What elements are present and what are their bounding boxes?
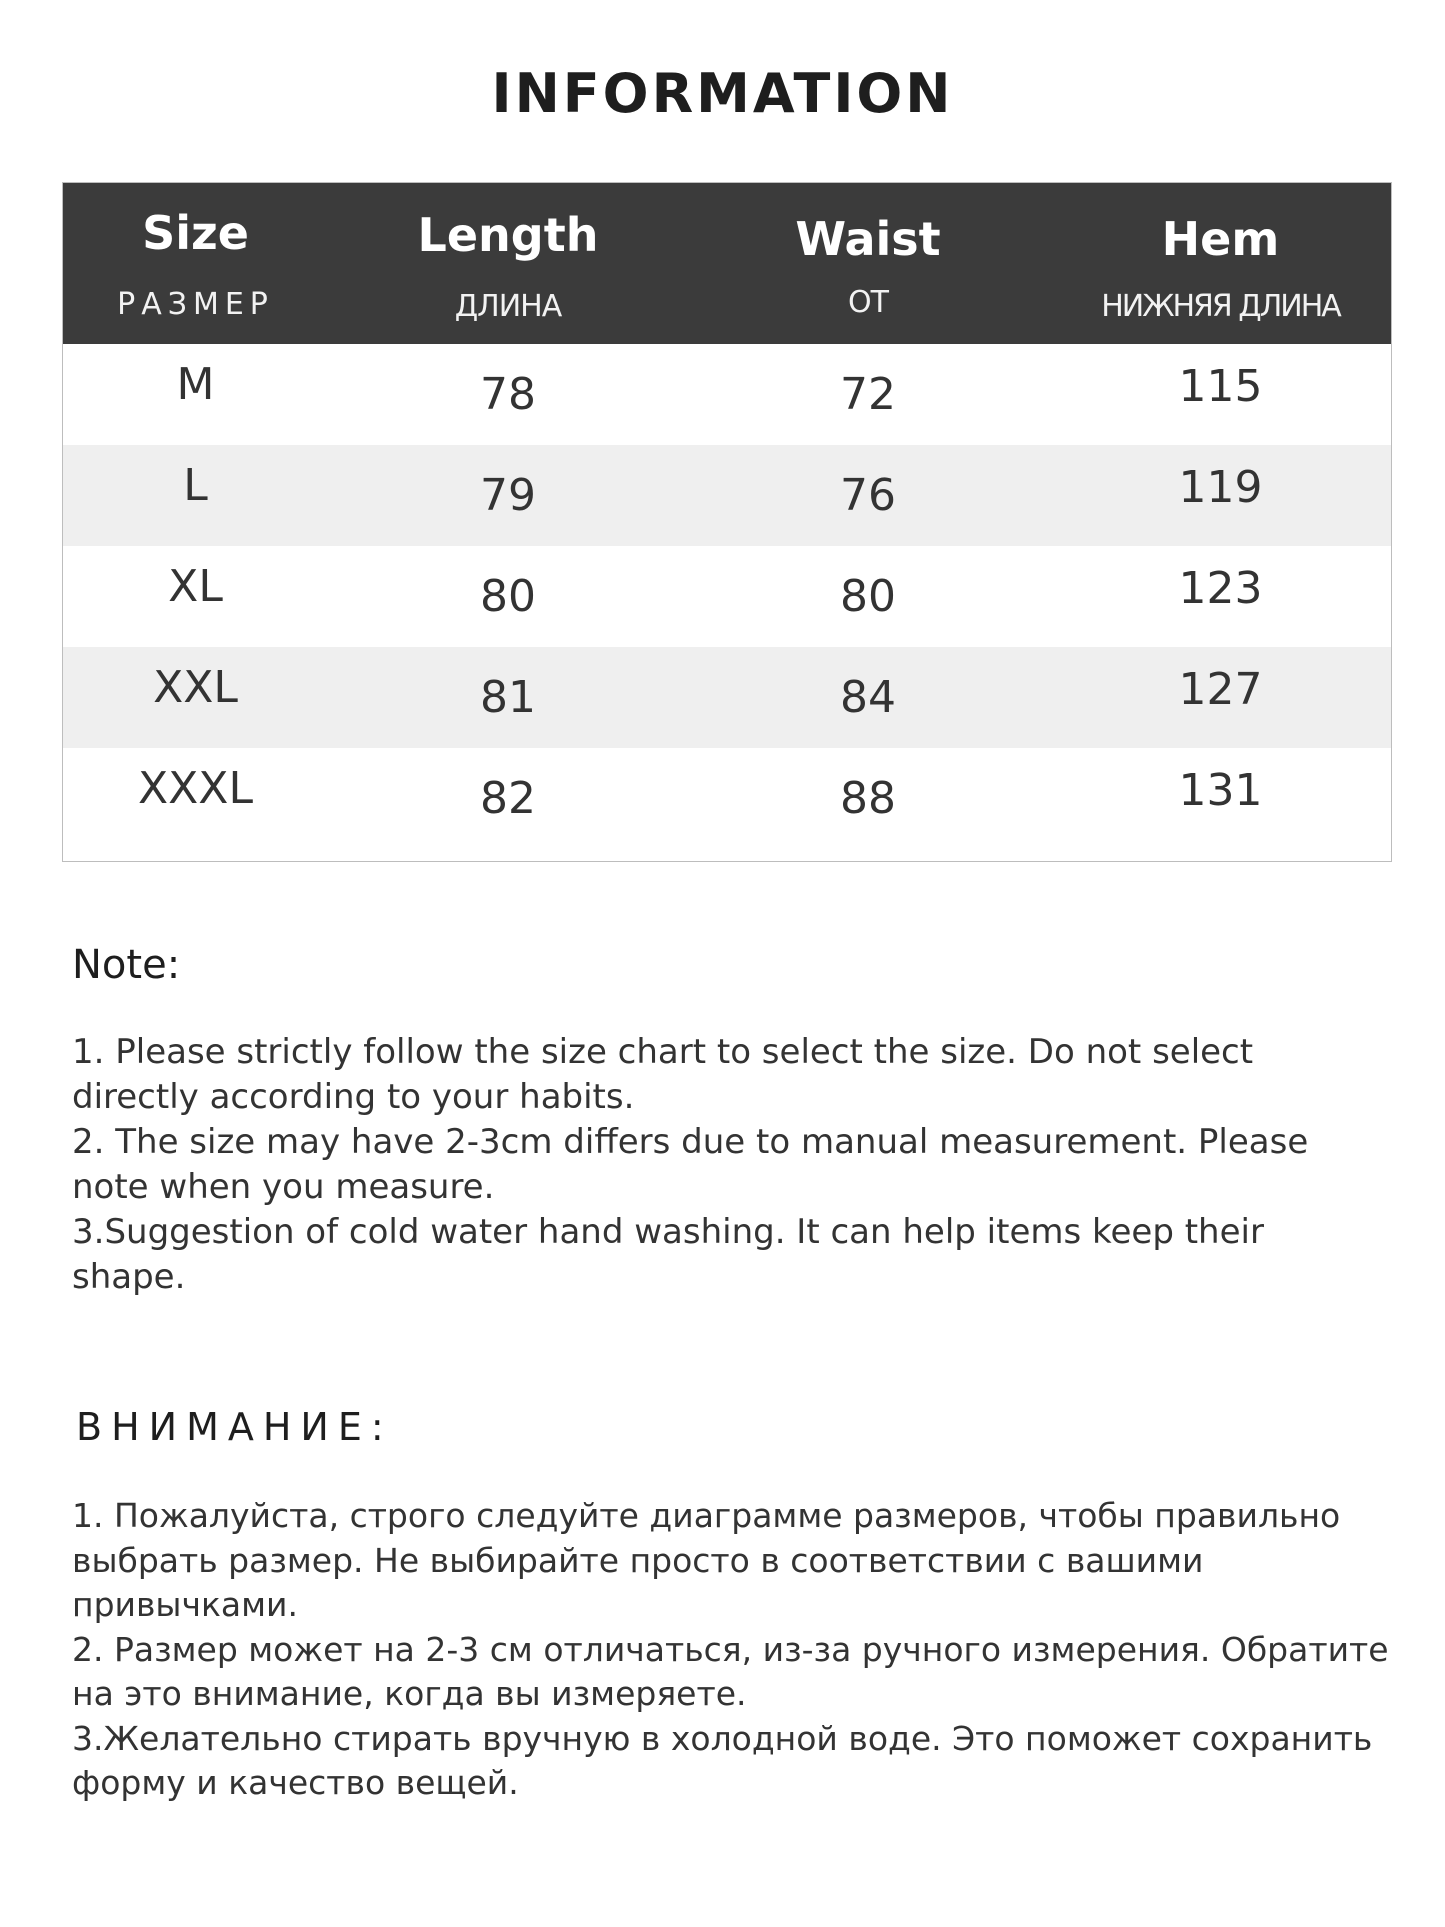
cell-waist: 72 <box>840 369 896 420</box>
table-header <box>63 183 1391 344</box>
cell-size: XXXL <box>138 763 253 814</box>
header-size <box>63 183 328 344</box>
note-heading: Note: <box>72 942 181 988</box>
cell-waist: 80 <box>840 571 896 622</box>
cell-size: XL <box>168 561 223 612</box>
table-row <box>63 748 1391 849</box>
cell-waist: 76 <box>840 470 896 521</box>
cell-length: 78 <box>480 369 536 420</box>
header-hem <box>1048 183 1393 344</box>
cell-length: 81 <box>480 672 536 723</box>
header-hem-label-ru: НИЖНЯЯ ДЛИНА <box>1101 289 1340 324</box>
header-hem-label: Hem <box>1161 212 1280 266</box>
table-row <box>63 344 1391 445</box>
note-list-ru <box>72 1494 1402 1806</box>
page-title: INFORMATION <box>491 62 954 125</box>
cell-hem: 119 <box>1178 462 1263 513</box>
cell-hem: 131 <box>1178 765 1263 816</box>
header-length <box>328 183 688 344</box>
cell-hem: 115 <box>1178 361 1263 412</box>
cell-hem: 123 <box>1178 563 1263 614</box>
header-waist-label-ru: ОТ <box>848 285 888 320</box>
cell-waist: 88 <box>840 773 896 824</box>
note-item-ru: 3.Желательно стирать вручную в холодной воде. Это поможет сохранить форму и качество вещей. <box>72 1718 1373 1802</box>
note-item-ru: 2. Размер может на 2-3 см отличаться, из-за ручного измерения. Обратите на это внимание, когда вы измеряете. <box>72 1629 1389 1713</box>
cell-size: M <box>176 359 215 410</box>
header-waist-label: Waist <box>795 212 941 266</box>
note-item: 1. Please strictly follow the size chart to select the size. Do not select directly according to your habits. <box>72 1032 1254 1117</box>
cell-size: L <box>183 460 208 511</box>
cell-length: 80 <box>480 571 536 622</box>
cell-length: 82 <box>480 773 536 824</box>
cell-size: XXL <box>153 662 238 713</box>
header-size-label-ru: РАЗМЕР <box>117 287 274 322</box>
header-length-label: Length <box>417 208 599 262</box>
note-item: 2. The size may have 2-3cm differs due to manual measurement. Please note when you measure. <box>72 1122 1309 1207</box>
table-row <box>63 546 1391 647</box>
table-row <box>63 647 1391 748</box>
note-heading-ru: ВНИМАНИЕ: <box>76 1405 393 1449</box>
header-waist <box>688 183 1048 344</box>
note-item: 3.Suggestion of cold water hand washing. It can help items keep their shape. <box>72 1212 1264 1297</box>
cell-hem: 127 <box>1178 664 1263 715</box>
header-length-label-ru: ДЛИНА <box>454 289 562 324</box>
size-chart-table <box>62 182 1392 862</box>
header-size-label: Size <box>142 206 249 260</box>
cell-waist: 84 <box>840 672 896 723</box>
note-list <box>72 1030 1382 1300</box>
note-item-ru: 1. Пожалуйста, строго следуйте диаграмме размеров, чтобы правильно выбрать размер. Не выбирайте просто в соответствии с вашими привычками. <box>72 1496 1341 1624</box>
table-row <box>63 445 1391 546</box>
cell-length: 79 <box>480 470 536 521</box>
